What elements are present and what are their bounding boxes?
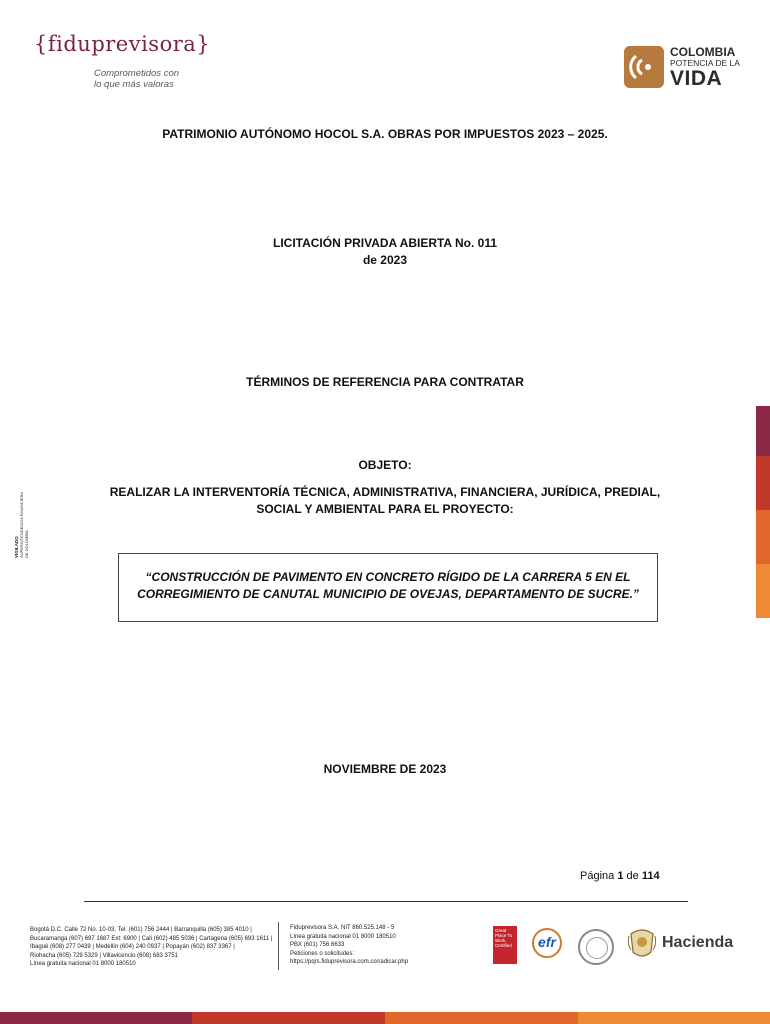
efr-badge <box>526 928 568 962</box>
fiduprevisora-logo <box>34 32 211 90</box>
page-total: 114 <box>641 870 660 882</box>
footer-office-line-5: Línea gratuita nacional 01 8000 180510 <box>30 961 136 968</box>
vigilado-superfinanciera <box>14 462 34 558</box>
colombia-line-1: COLOMBIA <box>670 45 736 59</box>
project-line-2: CORREGIMIENTO DE CANUTAL MUNICIPIO DE OVEJAS, DEPARTAMENTO DE SUCRE.” <box>137 587 639 601</box>
coat-of-arms-icon <box>627 926 657 962</box>
hacienda-logo-text: Hacienda <box>662 934 734 951</box>
page-of: de <box>626 870 639 882</box>
project-box <box>118 553 658 622</box>
gptw-text: Great Place To Work. Certified <box>495 928 513 948</box>
bottom-strip-light-orange <box>578 1012 770 1024</box>
bottom-strip-orange <box>385 1012 578 1024</box>
licitacion-line-1: LICITACIÓN PRIVADA ABIERTA No. 011 <box>272 236 497 250</box>
objeto-label: OBJETO: <box>358 458 412 472</box>
page-number <box>580 870 660 882</box>
terminos-heading: TÉRMINOS DE REFERENCIA PARA CONTRATAR <box>246 375 524 389</box>
page-word: Página <box>580 870 615 882</box>
side-bar-orange <box>756 510 770 564</box>
vigilado-line-2: SUPERINTENDENCIA FINANCIERA <box>19 491 24 558</box>
side-bar-wine <box>756 406 770 456</box>
objeto-line-2: SOCIAL Y AMBIENTAL PARA EL PROYECTO: <box>256 502 514 516</box>
footer-vertical-divider <box>278 922 279 970</box>
efr-text: efr <box>538 934 556 950</box>
objeto-line-1: REALIZAR LA INTERVENTORÍA TÉCNICA, ADMINISTRATIVA, FINANCIERA, JURÍDICA, PREDIAL, <box>109 485 661 499</box>
bottom-strip-wine <box>0 1012 192 1024</box>
licitacion-line-2: de 2023 <box>362 253 408 267</box>
document-title: PATRIMONIO AUTÓNOMO HOCOL S.A. OBRAS POR IMPUESTOS 2023 – 2025. <box>162 127 608 141</box>
document-date: NOVIEMBRE DE 2023 <box>323 762 447 776</box>
footer-contact-line-1: Fiduprevisora S.A. NIT 860.525.148 - 5 <box>290 925 395 931</box>
project-text <box>119 569 657 603</box>
great-place-to-work-badge <box>493 926 517 964</box>
colombia-potencia-logo <box>624 46 754 92</box>
vigilado-line-1: VIGILADO <box>14 536 19 558</box>
colombia-line-2: POTENCIA DE LA <box>670 58 740 68</box>
colombia-text <box>670 46 740 89</box>
fiduprevisora-logo-text: {fiduprevisora} <box>34 32 211 56</box>
footer-contact <box>290 924 408 967</box>
tagline-line-2: lo que más valoras <box>94 79 174 90</box>
colombia-mark-icon <box>624 46 664 88</box>
tagline-line-1: Comprometidos con <box>94 68 180 79</box>
colombia-line-3: VIDA <box>670 67 723 90</box>
vigilado-line-3: DE COLOMBIA <box>24 530 29 558</box>
footer-contact-line-4: Peticiones o solicitudes: <box>290 950 355 957</box>
certification-seal-icon <box>578 929 614 965</box>
footer-office-line-2: Bucaramanga (607) 697 1687 Ext: 6900 | Cali (602) 485 5036 | Cartagena (605) 693 1611 | <box>30 935 273 942</box>
footer-offices <box>30 926 272 969</box>
vigilado-text <box>14 462 29 558</box>
seal-inner-ring <box>586 937 608 959</box>
footer-contact-line-3: PBX (601) 756 6633 <box>290 942 345 949</box>
side-bar-light-orange <box>756 564 770 618</box>
footer-contact-link[interactable]: https://pqrs.fiduprevisora.com.co/radicar.php <box>290 959 409 966</box>
page-current: 1 <box>617 870 624 882</box>
side-bar-red <box>756 456 770 510</box>
footer-contact-line-2: Línea gratuita nacional 01 8000 180510 <box>290 933 396 940</box>
footer-divider <box>84 901 688 902</box>
fiduprevisora-tagline <box>94 68 179 90</box>
footer-office-line-3: Ibagué (608) 277 0439 | Medellín (604) 240 0937 | Popayán (602) 837 3367 | <box>30 944 235 951</box>
footer-office-line-4: Riohacha (605) 729 5329 | Villavicencio (608) 683 3751 <box>30 952 178 959</box>
footer-office-line-1: Bogotá D.C. Calle 72 No. 10-03, Tel. (601) 756 2444 | Barranquilla (605) 385 4010 | <box>30 927 252 933</box>
project-line-1: “CONSTRUCCIÓN DE PAVIMENTO EN CONCRETO RÍGIDO DE LA CARRERA 5 EN EL <box>145 570 631 584</box>
bottom-strip-red <box>192 1012 385 1024</box>
